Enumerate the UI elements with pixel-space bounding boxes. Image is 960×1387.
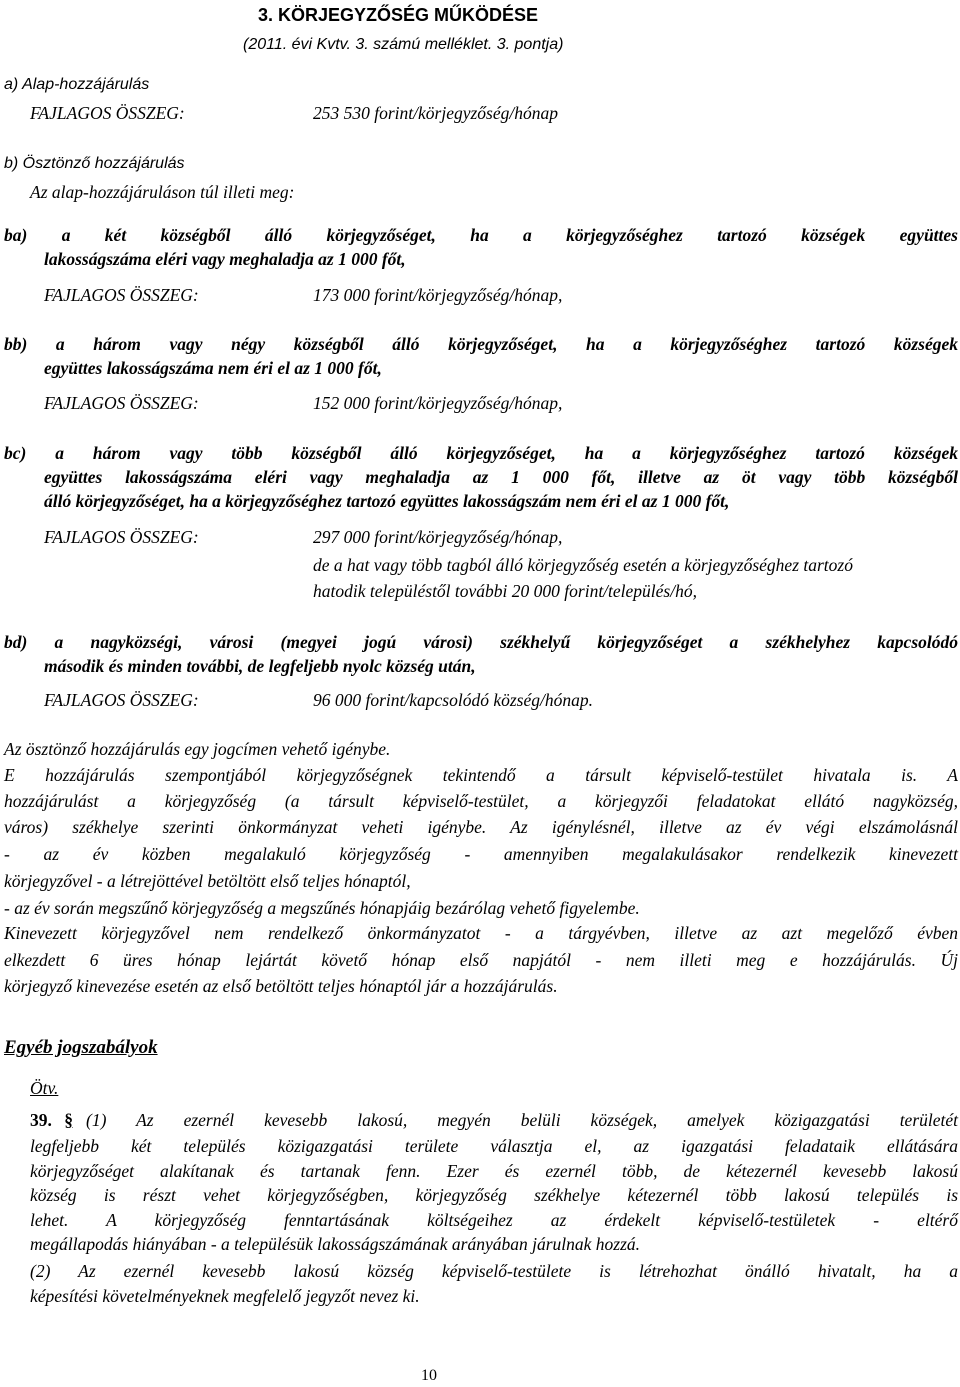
- bd-label: FAJLAGOS ÖSSZEG:: [44, 690, 199, 710]
- bb-line-2: együttes lakosságszáma nem éri el az 1 000 főt,: [44, 358, 382, 378]
- law-name: Ötv.: [30, 1078, 59, 1098]
- other-heading: Egyéb jogszabályok: [4, 1037, 158, 1058]
- bb-label: FAJLAGOS ÖSSZEG:: [44, 393, 199, 413]
- para1-line: (1) Az ezernél kevesebb lakosú, megyén belüli községek, amelyek közigazgatási területét: [86, 1110, 958, 1130]
- para2-line: (2) Az ezernél kevesebb lakosú község képviselő-testülete is létrehozhat önálló hivatalt, ha a: [30, 1261, 958, 1281]
- para1-line: körjegyzőséget alakítanak és tartanak fenn. Ezer és ezernél több, de kétezernél kevesebb lakosú: [30, 1161, 958, 1181]
- note-line: Az ösztönző hozzájárulás egy jogcímen vehető igénybe.: [4, 739, 391, 759]
- bc-extra-2: hatodik településtől további 20 000 forint/település/hó,: [313, 581, 697, 601]
- note-line: körjegyzővel - a létrejöttével betöltött első teljes hónaptól,: [4, 871, 411, 891]
- note-line: elkezdett 6 üres hónap lejártát követő hónap első napjától - nem illeti meg e hozzájárulás. Új: [4, 950, 958, 970]
- ba-line-2: lakosságszáma eléri vagy meghaladja az 1 000 főt,: [44, 249, 406, 269]
- ba-line-1: ba) a két községből álló körjegyzőséget, ha a körjegyzőséghez tartozó községek együttes: [4, 225, 958, 245]
- para1-line: megállapodás hiányában - a településük lakosságszámának arányában járulnak hozzá.: [30, 1234, 641, 1254]
- section-a-heading: a) Alap-hozzájárulás: [4, 76, 150, 93]
- para1-line: legfeljebb két település közigazgatási területe választja el, az igazgatási feladataik ellátására: [30, 1136, 958, 1156]
- section-a-label: FAJLAGOS ÖSSZEG:: [30, 103, 185, 123]
- bc-amount: 297 000 forint/körjegyzőség/hónap,: [313, 527, 563, 547]
- page-subtitle: (2011. évi Kvtv. 3. számú melléklet. 3. pontja): [243, 36, 564, 53]
- bd-amount: 96 000 forint/kapcsolódó község/hónap.: [313, 690, 593, 710]
- para1-line: község is részt vehet körjegyzőségben, körjegyzőség székhelye kétezernél több lakosú település is: [30, 1185, 958, 1205]
- page-title: 3. KÖRJEGYZŐSÉG MŰKÖDÉSE: [258, 5, 539, 25]
- section-sign: §: [64, 1110, 73, 1130]
- ba-label: FAJLAGOS ÖSSZEG:: [44, 285, 199, 305]
- note-line: - az év közben megalakuló körjegyzőség - amennyiben megalakulásakor rendelkezik kinevezett: [4, 844, 958, 864]
- page-number: 10: [421, 1367, 437, 1384]
- note-line: körjegyző kinevezése esetén az első betöltött teljes hónaptól jár a hozzájárulás.: [4, 976, 558, 996]
- bc-line-1: bc) a három vagy több községből álló körjegyzőséget, ha a körjegyzőséghez tartozó községek: [4, 443, 958, 463]
- note-line: város) székhelye szerinti önkormányzat veheti igénybe. Az igénylésnél, illetve az év végi elszámolásnál: [4, 817, 958, 837]
- bc-line-3: álló körjegyzőséget, ha a körjegyzőséghez tartozó együttes lakosságszám nem éri el az 1 000 főt,: [44, 491, 730, 511]
- bd-line-1: bd) a nagyközségi, városi (megyei jogú városi) székhelyű körjegyzőséget a székhelyhez kapcsolódó: [4, 632, 958, 652]
- note-line: E hozzájárulás szempontjából körjegyzőségnek tekintendő a társult képviselő-testület hivatala is. A: [4, 765, 958, 785]
- bb-line-1: bb) a három vagy négy községből álló körjegyzőséget, ha a körjegyzőséghez tartozó községek: [4, 334, 958, 354]
- section-b-intro: Az alap-hozzájáruláson túl illeti meg:: [30, 182, 295, 202]
- note-line: - az év során megszűnő körjegyzőség a megszűnés hónapjáig bezárólag vehető figyelembe.: [4, 898, 640, 918]
- note-line: Kinevezett körjegyzővel nem rendelkező önkormányzatot - a tárgyévben, illetve az azt megelőző évben: [4, 923, 958, 943]
- bd-line-2: második és minden további, de legfeljebb nyolc község után,: [44, 656, 476, 676]
- ba-amount: 173 000 forint/körjegyzőség/hónap,: [313, 285, 563, 305]
- bb-amount: 152 000 forint/körjegyzőség/hónap,: [313, 393, 563, 413]
- note-line: hozzájárulást a körjegyzőség (a társult képviselő-testület, a körjegyzői feladatokat ellátó nagyközség,: [4, 791, 958, 811]
- para1-line: lehet. A körjegyzőség fenntartásának költségeihez az érdekelt képviselő-testületek - eltérő: [30, 1210, 958, 1230]
- section-number-value: 39.: [30, 1110, 52, 1130]
- bc-line-2: együttes lakosságszáma eléri vagy meghaladja az 1 000 főt, illetve az öt vagy több községből: [44, 467, 958, 487]
- section-a-amount: 253 530 forint/körjegyzőség/hónap: [313, 103, 558, 123]
- section-b-heading: b) Ösztönző hozzájárulás: [4, 155, 185, 172]
- para2-line: képesítési követelményeknek megfelelő jegyzőt nevez ki.: [30, 1286, 420, 1306]
- bc-extra-1: de a hat vagy több tagból álló körjegyzőség esetén a körjegyzőséghez tartozó: [313, 555, 853, 575]
- bc-label: FAJLAGOS ÖSSZEG:: [44, 527, 199, 547]
- section-number: [30, 1109, 73, 1131]
